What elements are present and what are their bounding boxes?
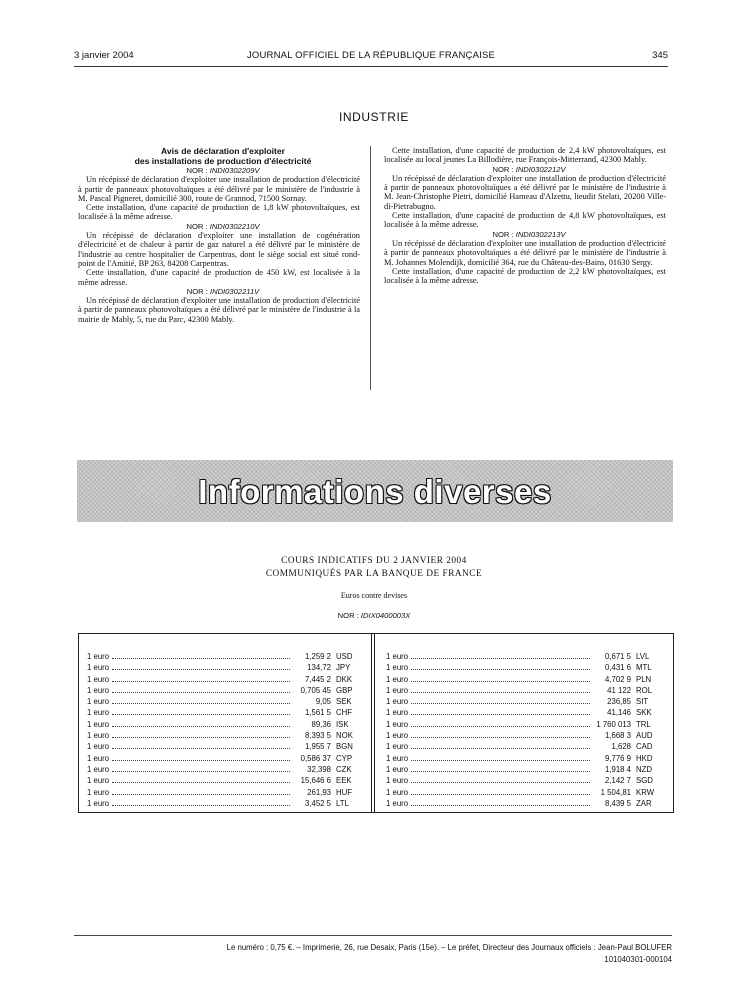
- rate-value: 9,05: [315, 697, 331, 707]
- rate-unit: 1 euro: [87, 685, 110, 695]
- dot-leader: [411, 658, 590, 659]
- currency-code: NZD: [636, 764, 653, 774]
- dot-leader: [112, 748, 290, 749]
- rate-row: [386, 787, 660, 798]
- table-divider: [371, 633, 372, 813]
- rate-unit: 1 euro: [386, 742, 409, 752]
- rate-row: [87, 662, 360, 673]
- rate-row: [386, 707, 660, 718]
- rate-value: 41,146: [607, 708, 631, 718]
- rate-unit: 1 euro: [87, 708, 110, 718]
- dot-leader: [112, 771, 290, 772]
- currency-code: CZK: [336, 764, 352, 774]
- dot-leader: [112, 703, 290, 704]
- cours-title-line2: COMMUNIQUÉS PAR LA BANQUE DE FRANCE: [265, 569, 483, 579]
- dot-leader: [411, 703, 590, 704]
- rate-row: [87, 787, 360, 798]
- rate-value: 8,439 5: [604, 798, 631, 808]
- currency-code: SEK: [336, 697, 352, 707]
- rate-value: 0,586 37: [300, 753, 331, 763]
- avis-paragraph: Cette installation, d'une capacité de production de 2,4 kW photovoltaïques, est localisée au local jeunes La Billodière, rue François-Mitterrand, 42300 Mably.: [384, 146, 666, 165]
- rate-value: 236,85: [607, 697, 631, 707]
- rate-unit: 1 euro: [386, 697, 409, 707]
- rate-row: [87, 798, 360, 809]
- rate-row: [87, 696, 360, 707]
- dot-leader: [112, 794, 290, 795]
- rate-row: [386, 662, 660, 673]
- dot-leader: [112, 726, 290, 727]
- currency-code: TRL: [636, 719, 651, 729]
- currency-code: SGD: [636, 776, 653, 786]
- rate-row: [386, 651, 660, 662]
- dot-leader: [112, 658, 290, 659]
- banner-title: Informations diverses: [198, 473, 552, 510]
- rate-row: [87, 775, 360, 786]
- rate-unit: 1 euro: [386, 674, 409, 684]
- nor-reference: NOR : INDI0302213V: [492, 229, 566, 239]
- rate-value: 89,36: [311, 719, 331, 729]
- rate-value: 15,646 6: [300, 776, 331, 786]
- column-divider: [370, 146, 371, 390]
- page-header: [74, 50, 668, 64]
- rate-value: 0,705 45: [300, 685, 331, 695]
- avis-paragraph: Cette installation, d'une capacité de production de 450 kW, est localisée à la même adresse.: [78, 268, 360, 287]
- currency-code: KRW: [636, 787, 655, 797]
- rate-value: 1 760 013: [596, 719, 631, 729]
- avis-paragraph: Cette installation, d'une capacité de production de 2,2 kW photovoltaïques, est localisée à la même adresse.: [384, 266, 666, 286]
- dot-leader: [411, 782, 590, 783]
- rate-row: [87, 707, 360, 718]
- rate-unit: 1 euro: [386, 753, 409, 763]
- footer-code: 101040301-000104: [604, 955, 672, 964]
- currency-code: CAD: [636, 742, 653, 752]
- rate-value: 9,776 9: [604, 753, 631, 763]
- rate-value: 134,72: [307, 663, 331, 673]
- rate-unit: 1 euro: [87, 798, 110, 808]
- dot-leader: [411, 771, 590, 772]
- nor-reference: NOR : INDI0302210V: [186, 221, 260, 231]
- currency-code: ZAR: [636, 798, 652, 808]
- currency-code: SKK: [636, 708, 652, 718]
- rate-unit: 1 euro: [386, 798, 409, 808]
- rate-value: 1,918 4: [604, 764, 631, 774]
- column-right: [384, 146, 666, 285]
- rate-unit: 1 euro: [87, 731, 110, 741]
- currency-code: HUF: [336, 787, 353, 797]
- dot-leader: [411, 794, 590, 795]
- currency-code: ISK: [336, 719, 349, 729]
- header-rule: [74, 66, 668, 67]
- dot-leader: [411, 726, 590, 727]
- rate-row: [87, 674, 360, 685]
- currency-code: USD: [336, 652, 353, 661]
- dot-leader: [411, 669, 590, 670]
- currency-code: ROL: [636, 685, 653, 695]
- rate-column-right: [386, 651, 660, 809]
- rate-unit: 1 euro: [386, 731, 409, 741]
- rate-unit: 1 euro: [386, 764, 409, 774]
- rate-row: [386, 685, 660, 696]
- dot-leader: [411, 692, 590, 693]
- dot-leader: [112, 782, 290, 783]
- nor-reference: NOR : INDI0302209V: [186, 166, 260, 175]
- rate-unit: 1 euro: [386, 652, 409, 661]
- dot-leader: [112, 681, 290, 682]
- cours-title-line1: COURS INDICATIFS DU 2 JANVIER 2004: [281, 556, 467, 566]
- currency-code: SIT: [636, 697, 649, 707]
- currency-code: HKD: [636, 753, 653, 763]
- rate-unit: 1 euro: [87, 652, 110, 661]
- rate-value: 1,668 3: [604, 731, 631, 741]
- footer-text: Le numéro : 0,75 €. – Imprimerie, 26, rue Desaix, Paris (15e). – Le préfet, Directeur des Journaux officiels : Jean-Paul BOLUFER: [226, 943, 672, 952]
- dot-leader: [112, 714, 290, 715]
- rate-value: 3,452 5: [304, 798, 331, 808]
- rate-value: 1 504,81: [600, 787, 631, 797]
- rate-value: 0,671 5: [604, 652, 631, 661]
- rate-row: [87, 764, 360, 775]
- rate-value: 261,93: [307, 787, 331, 797]
- dot-leader: [411, 681, 590, 682]
- rate-row: [386, 798, 660, 809]
- dot-leader: [411, 748, 590, 749]
- footer-rule: [74, 935, 672, 936]
- rate-row: [386, 696, 660, 707]
- rate-value: 1,561 5: [304, 708, 331, 718]
- page-number: 345: [652, 50, 668, 61]
- currency-code: MTL: [636, 663, 652, 673]
- dot-leader: [112, 737, 290, 738]
- dot-leader: [112, 805, 290, 806]
- dot-leader: [112, 692, 290, 693]
- rate-unit: 1 euro: [386, 685, 409, 695]
- rate-value: 41 122: [607, 685, 631, 695]
- currency-code: NOK: [336, 731, 353, 741]
- nor-reference: NOR : INDI0302211V: [186, 286, 260, 296]
- avis-paragraph: Un récépissé de déclaration d'exploiter une installation de production d'électricité à partir de panneaux photovoltaïques a été délivré par le ministère de l'industrie à M. Jean-Christophe Pietri, domicilié Hameau d'Alzettu, lieudit Stelati, 20200 Ville-di-Pietrabugno.: [384, 173, 666, 211]
- rate-value: 0,431 6: [604, 663, 631, 673]
- avis-paragraph: Cette installation, d'une capacité de production de 1,8 kW photovoltaïques, est localisée à la même adresse.: [78, 203, 360, 222]
- avis-paragraph: Cette installation, d'une capacité de production de 4,8 kW photovoltaïques, est localisée à la même adresse.: [384, 211, 666, 230]
- journal-title: JOURNAL OFFICIEL DE LA RÉPUBLIQUE FRANÇAISE: [246, 50, 496, 61]
- rate-row: [386, 730, 660, 741]
- currency-code: CHF: [336, 708, 353, 718]
- rate-value: 1,955 7: [304, 742, 331, 752]
- rate-unit: 1 euro: [87, 742, 110, 752]
- currency-code: BGN: [336, 742, 353, 752]
- rate-row: [386, 674, 660, 685]
- dot-leader: [112, 669, 290, 670]
- rate-row: [87, 741, 360, 752]
- rate-unit: 1 euro: [386, 787, 409, 797]
- currency-code: JPY: [336, 663, 351, 673]
- rate-unit: 1 euro: [87, 663, 110, 673]
- avis-paragraph: Un récépissé de déclaration d'exploiter une installation de cogénération d'électricité et de chaleur à partir de gaz naturel a été délivré par le ministère de l'industrie au centre hospitalier de Carpentras, dont le siège social est situé rond-point de l'Amitié, BP 263, 84208 Carpentras.: [78, 231, 360, 268]
- dot-leader: [411, 714, 590, 715]
- nor-reference: NOR : INDI0302212V: [492, 164, 566, 174]
- section-banner: [77, 460, 673, 522]
- rate-row: [386, 764, 660, 775]
- currency-code: LTL: [336, 798, 349, 808]
- rate-row: [386, 753, 660, 764]
- currency-code: LVL: [636, 652, 650, 661]
- currency-code: DKK: [336, 674, 353, 684]
- rate-column-left: [87, 651, 360, 809]
- currency-code: AUD: [636, 731, 653, 741]
- dot-leader: [411, 805, 590, 806]
- rate-value: 8,393 5: [304, 731, 331, 741]
- rate-unit: 1 euro: [386, 719, 409, 729]
- rate-value: 4,702 9: [604, 674, 631, 684]
- rate-row: [87, 685, 360, 696]
- currency-code: EEK: [336, 776, 352, 786]
- rate-row: [87, 753, 360, 764]
- avis-paragraph: Un récépissé de déclaration d'exploiter une installation de production d'électricité à partir de panneaux photovoltaïques a été délivré par le ministère de l'industrie à M. Pascal Pigneret, domicilié 300, route de Grannod, 71500 Sornay.: [78, 175, 360, 203]
- table-divider: [374, 633, 375, 813]
- rate-unit: 1 euro: [87, 753, 110, 763]
- dot-leader: [411, 737, 590, 738]
- currency-code: GBP: [336, 685, 353, 695]
- rate-value: 7,445 2: [304, 674, 331, 684]
- rate-value: 1,259 2: [304, 652, 331, 661]
- rate-value: 2,142 7: [604, 776, 631, 786]
- rate-unit: 1 euro: [87, 787, 110, 797]
- header-date: 3 janvier 2004: [74, 50, 134, 61]
- rate-row: [386, 719, 660, 730]
- cours-nor-reference: NOR : IDIX0400003X: [337, 611, 411, 620]
- avis-title-line1: Avis de déclaration d'exploiter: [161, 146, 285, 156]
- rate-unit: 1 euro: [87, 776, 110, 786]
- rate-row: [87, 730, 360, 741]
- rate-unit: 1 euro: [386, 663, 409, 673]
- rate-unit: 1 euro: [87, 764, 110, 774]
- rate-unit: 1 euro: [87, 719, 110, 729]
- rate-value: 1,628: [611, 742, 631, 752]
- rate-unit: 1 euro: [386, 776, 409, 786]
- currency-code: PLN: [636, 674, 652, 684]
- avis-paragraph: Un récépissé de déclaration d'exploiter une installation de production d'électricité à partir de panneaux photovoltaïques a été délivré par le ministère de l'industrie à M. Johannes Molendijk, domicilié 364, rue du Château-des-Bains, 01630 Sergy.: [384, 238, 666, 267]
- rate-unit: 1 euro: [386, 708, 409, 718]
- dot-leader: [112, 760, 290, 761]
- avis-paragraph: Un récépissé de déclaration d'exploiter une installation de production d'électricité à partir de panneaux photovoltaïques a été délivré par le ministère de l'industrie à la mairie de Mably, 5, rue du Parc, 42300 Mably.: [78, 296, 360, 324]
- section-title: INDUSTRIE: [338, 110, 410, 124]
- column-left: [78, 146, 360, 324]
- rate-unit: 1 euro: [87, 674, 110, 684]
- rate-value: 32,398: [307, 764, 331, 774]
- rate-row: [87, 719, 360, 730]
- dot-leader: [411, 760, 590, 761]
- rate-unit: 1 euro: [87, 697, 110, 707]
- rate-row: [87, 651, 360, 662]
- avis-title-line2: des installations de production d'électricité: [134, 156, 312, 166]
- cours-subtitle: Euros contre devises: [340, 591, 408, 600]
- rate-row: [386, 775, 660, 786]
- currency-code: CYP: [336, 753, 353, 763]
- rate-row: [386, 741, 660, 752]
